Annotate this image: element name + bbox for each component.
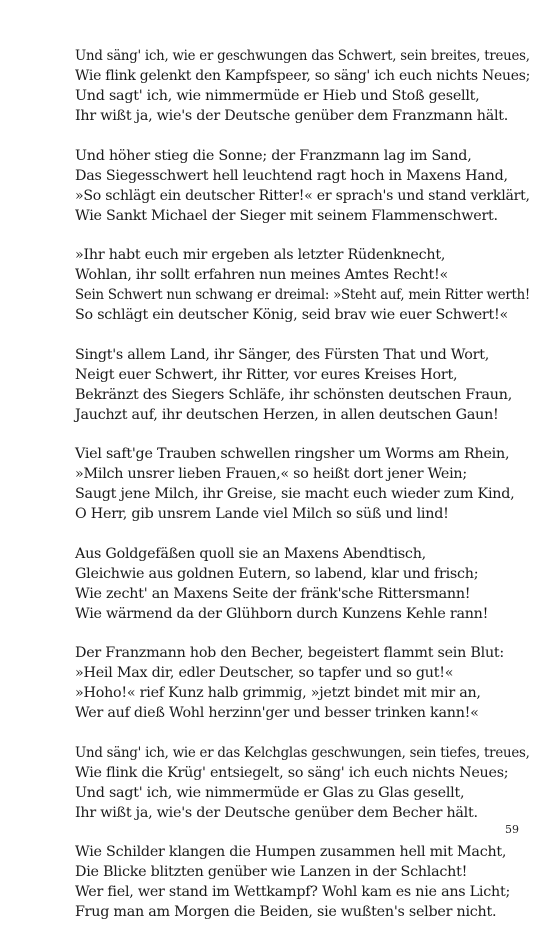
verse-line: Wohlan, ihr sollt erfahren nun meines Amtes Recht!« [75,267,449,283]
verse-line: Und sagt' ich, wie nimmermüde er Hieb und Stoß gesellt, [75,88,480,104]
verse-line: »So schlägt ein deutscher Ritter!« er sprach's und stand verklärt, [75,187,530,204]
verse-line: Gleichwie aus goldnen Eutern, so labend, klar und frisch; [75,565,479,582]
verse-line: Wer fiel, wer stand im Wettkampf? Wohl kam es nie ans Licht; [75,884,511,900]
verse-line: Singt's allem Land, ihr Sänger, des Fürsten That und Wort, [75,346,490,363]
stanza [75,444,525,524]
verse-line: Wer auf dieß Wohl herzinn'ger und besser trinken kann!« [75,705,479,721]
verse-line: Und höher stieg die Sonne; der Franzmann lag im Sand, [75,147,472,164]
verse-line: Der Franzmann hob den Becher, begeistert flammt sein Blut: [75,645,504,661]
stanza [75,544,525,624]
stanza [75,345,525,425]
verse-line: Saugt jene Milch, ihr Greise, sie macht euch wieder zum Kind, [75,486,515,502]
stanza [75,245,531,325]
stanza [75,146,530,226]
verse-line: Ihr wißt ja, wie's der Deutsche genüber dem Franzmann hält. [75,108,509,124]
verse-line: Aus Goldgefäßen quoll sie an Maxens Abendtisch, [75,545,426,562]
page-number: 59 [505,823,519,836]
verse-line: Wie flink die Krüg' entsiegelt, so säng' ich euch nichts Neues; [75,764,509,781]
verse-line: Bekränzt des Siegers Schläfe, ihr schönsten deutschen Fraun, [75,386,513,403]
verse-line: »Heil Max dir, edler Deutscher, so tapfer und so gut!« [75,665,454,681]
verse-line: Sein Schwert nun schwang er dreimal: »Steht auf, mein Ritter werth! [75,287,531,303]
verse-line: Das Siegesschwert hell leuchtend ragt hoch in Maxens Hand, [75,167,508,184]
stanza [75,46,531,126]
verse-line: Und säng' ich, wie er das Kelchglas geschwungen, sein tiefes, treues, [75,744,530,761]
verse-line: Ihr wißt ja, wie's der Deutsche genüber dem Becher hält. [75,804,478,821]
verse-line: Neigt euer Schwert, ihr Ritter, vor eures Kreises Hort, [75,366,458,383]
verse-line: Und säng' ich, wie er geschwungen das Schwert, sein breites, treues, [75,48,530,64]
stanza [75,842,525,922]
verse-line: O Herr, gib unsrem Lande viel Milch so süß und lind! [75,506,449,522]
stanza [75,743,530,823]
verse-line: Wie Sankt Michael der Sieger mit seinem Flammenschwert. [75,207,498,224]
verse-line: Wie zecht' an Maxens Seite der fränk'sche Rittersmann! [75,585,471,602]
verse-line: Wie wärmend da der Glühborn durch Kunzens Kehle rann! [75,605,489,622]
verse-line: »Ihr habt euch mir ergeben als letzter Rüdenknecht, [75,247,446,263]
verse-line: Und sagt' ich, wie nimmermüde er Glas zu Glas gesellt, [75,784,465,801]
verse-line: Wie Schilder klangen die Humpen zusammen hell mit Macht, [75,844,507,860]
verse-line: Frug man am Morgen die Beiden, sie wußten's selber nicht. [75,904,497,920]
verse-line: »Milch unsrer lieben Frauen,« so heißt dort jener Wein; [75,466,467,482]
verse-line: So schlägt ein deutscher König, seid brav wie euer Schwert!« [75,307,509,323]
stanza [75,643,525,723]
verse-line: Wie flink gelenkt den Kampfspeer, so säng' ich euch nichts Neues; [75,68,531,84]
verse-line: Viel saft'ge Trauben schwellen ringsher um Worms am Rhein, [75,446,510,462]
verse-line: »Hoho!« rief Kunz halb grimmig, »jetzt bindet mit mir an, [75,685,481,701]
verse-line: Die Blicke blitzten genüber wie Lanzen in der Schlacht! [75,864,468,880]
verse-line: Jauchzt auf, ihr deutschen Herzen, in allen deutschen Gaun! [75,406,499,423]
poem-text [75,46,531,942]
